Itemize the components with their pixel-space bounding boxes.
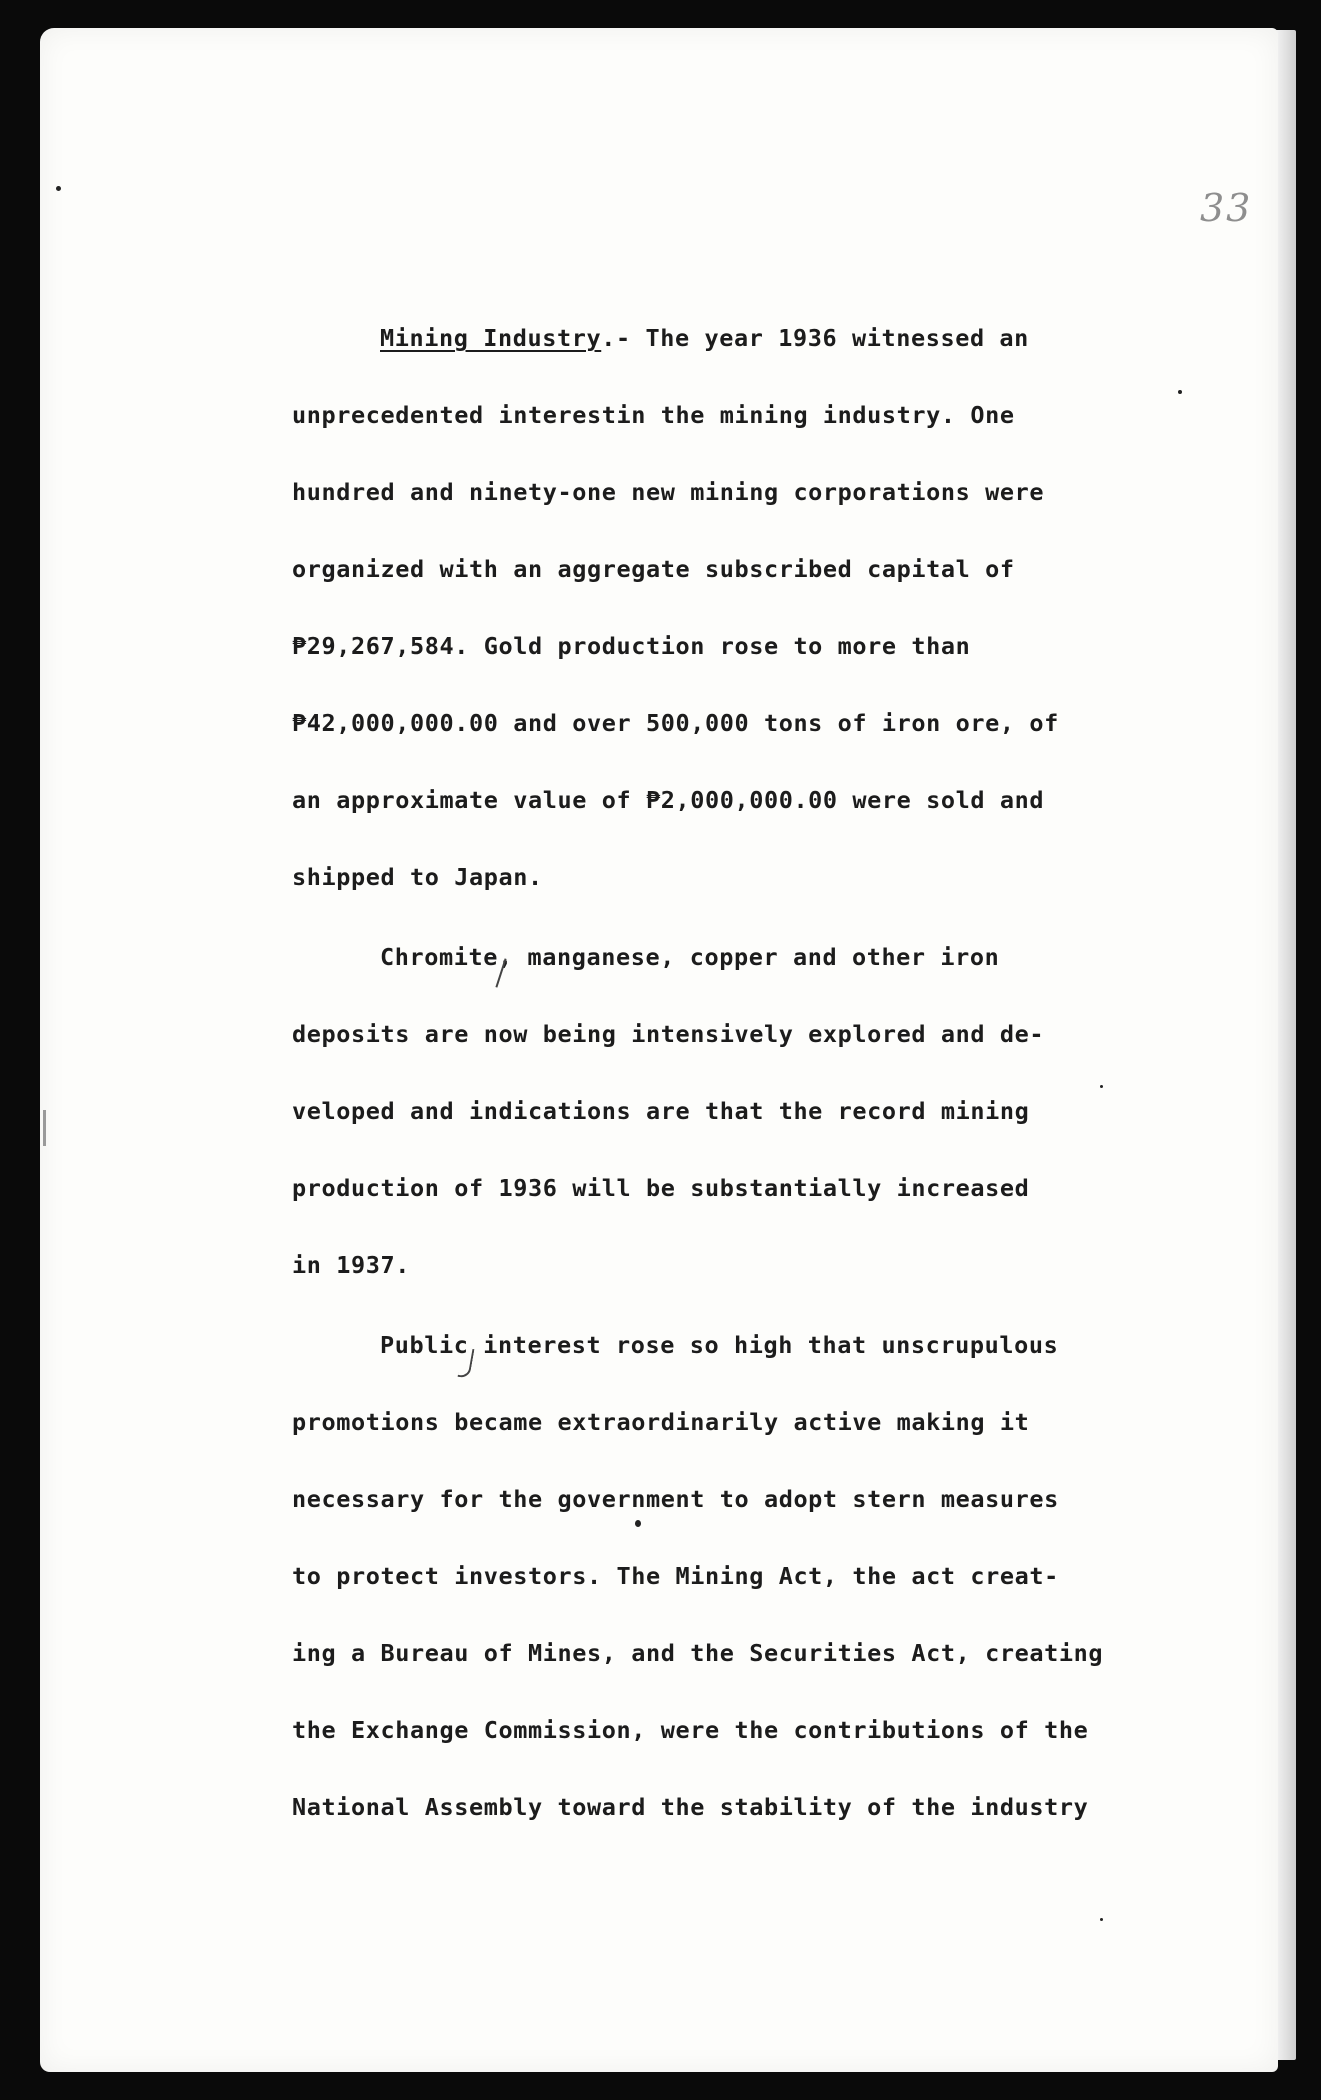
paragraph-chromite bbox=[292, 919, 1172, 1304]
paragraph-line: ₱29,267,584. Gold production rose to more than bbox=[292, 632, 971, 660]
paragraph-line: promotions became extraordinarily active making it bbox=[292, 1408, 1030, 1436]
paragraph-line: ₱42,000,000.00 and over 500,000 tons of iron ore, of bbox=[292, 709, 1059, 737]
paragraph-line: necessary for the government to adopt stern measures bbox=[292, 1485, 1059, 1513]
paragraph-line: National Assembly toward the stability of the industry bbox=[292, 1793, 1089, 1821]
paragraph-line: production of 1936 will be substantially increased bbox=[292, 1174, 1030, 1202]
heading-continuation: .- The year 1936 witnessed an bbox=[601, 324, 1029, 352]
paragraph-line: deposits are now being intensively explored and de- bbox=[292, 1020, 1045, 1048]
margin-mark bbox=[43, 1110, 46, 1146]
paragraph-line: an approximate value of ₱2,000,000.00 were sold and bbox=[292, 786, 1045, 814]
paragraph-line: the Exchange Commission, were the contributions of the bbox=[292, 1716, 1089, 1744]
paragraph-line: to protect investors. The Mining Act, the act creat- bbox=[292, 1562, 1059, 1590]
paragraph-line: Public interest rose so high that unscrupulous bbox=[380, 1331, 1059, 1359]
paragraph-line: ing a Bureau of Mines, and the Securities Act, creating bbox=[292, 1639, 1104, 1667]
paragraph-public-interest bbox=[292, 1307, 1172, 1846]
paragraph-line: in 1937. bbox=[292, 1251, 410, 1279]
ink-speck bbox=[1100, 1918, 1103, 1921]
paragraph-line bbox=[292, 300, 1172, 377]
paragraph-line: veloped and indications are that the record mining bbox=[292, 1097, 1030, 1125]
paragraph-line: shipped to Japan. bbox=[292, 863, 543, 891]
paragraph-line: Chromite, manganese, copper and other iron bbox=[380, 943, 1000, 971]
ink-speck bbox=[1100, 1085, 1103, 1088]
ink-speck bbox=[56, 186, 61, 191]
page-number: 33 bbox=[1200, 186, 1253, 230]
document-body bbox=[292, 300, 1172, 1846]
paragraph-line: organized with an aggregate subscribed capital of bbox=[292, 555, 1015, 583]
paragraph-mining-industry bbox=[292, 300, 1172, 916]
section-heading: Mining Industry bbox=[380, 324, 602, 352]
paragraph-line: hundred and ninety-one new mining corporations were bbox=[292, 478, 1045, 506]
ink-speck bbox=[635, 1520, 641, 1527]
paragraph-line: unprecedented interestin the mining industry. One bbox=[292, 401, 1015, 429]
ink-speck bbox=[1178, 390, 1182, 394]
